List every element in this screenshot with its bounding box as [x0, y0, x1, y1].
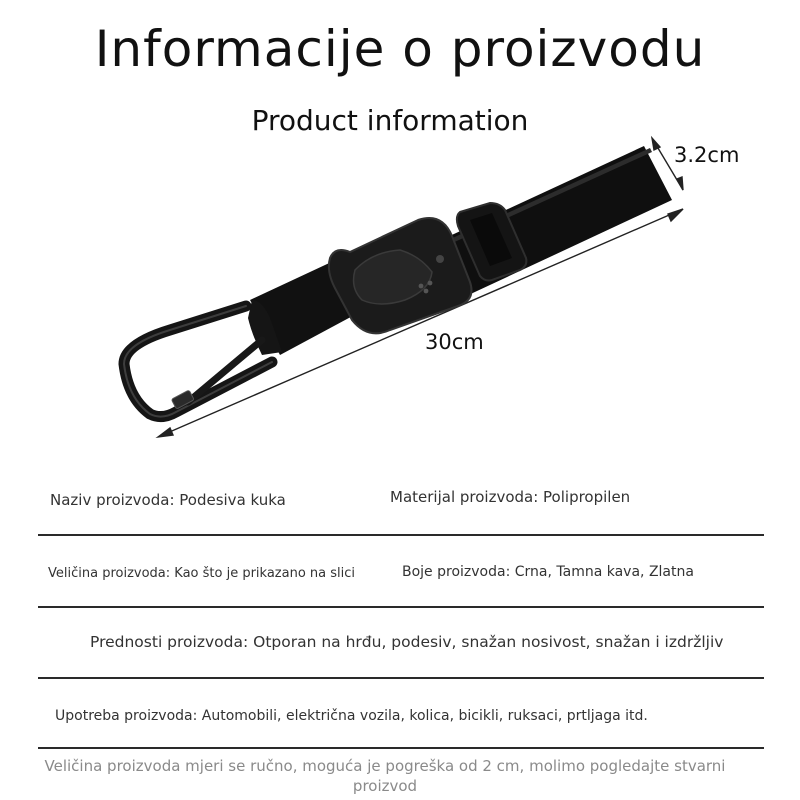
product-size: Veličina proizvoda: Kao što je prikazano na slici — [48, 566, 356, 581]
buckle-icon — [329, 218, 472, 333]
strap-icon — [248, 146, 672, 355]
page-subtitle: Product information — [251, 104, 529, 137]
info-row — [38, 608, 764, 679]
product-info-table — [38, 478, 764, 749]
footer-note: Veličina proizvoda mjeri se ručno, moguća je pogreška od 2 cm, molimo pogledajte stvarni proizvod — [44, 757, 726, 795]
product-advantages: Prednosti proizvoda: Otporan na hrđu, podesiv, snažan nosivost, snažan i izdržljiv — [90, 633, 724, 651]
product-usage: Upotreba proizvoda: Automobili, električna vozila, kolica, bicikli, ruksaci, prtljaga itd. — [55, 708, 648, 724]
product-image — [100, 130, 720, 460]
info-row — [38, 679, 764, 749]
product-colors: Boje proizvoda: Crna, Tamna kava, Zlatna — [402, 564, 694, 580]
length-dimension-label: 30cm — [425, 330, 484, 354]
page-title: Informacije o proizvodu — [94, 20, 706, 78]
info-row — [38, 536, 764, 608]
product-material: Materijal proizvoda: Polipropilen — [390, 488, 631, 506]
width-dimension-label: 3.2cm — [674, 143, 740, 167]
info-row — [38, 478, 764, 536]
product-name: Naziv proizvoda: Podesiva kuka — [50, 491, 286, 509]
